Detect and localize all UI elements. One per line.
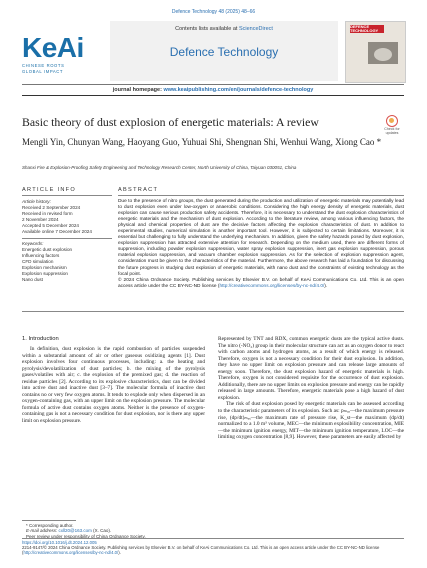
history-item: 2 November 2024 [22,217,59,222]
homepage-prefix: journal homepage: [112,87,164,93]
homepage-line [22,87,404,93]
divider [22,311,404,312]
keyword-item: Explosion mechanism [22,265,67,270]
body-column-left [22,346,205,425]
logo-subtitle-2: GLOBAL IMPACT [22,69,64,74]
footer-license-text: 2214-9147/© 2024 China Ordnance Society. Publishing services by Elsevier B.V. on behalf of KeAi Communications Co. Ltd. This is an open access article under the CC BY-NC-ND license ( [22,545,380,556]
affiliation: Shanxi Fire & Explosion-Proofing Safety Engineering and Technology Research Center, North University of China, Taiyuan 030051, China [22,165,297,170]
abstract-heading: ABSTRACT [118,187,159,193]
journal-title[interactable]: Defence Technology [169,45,279,59]
article-title: Basic theory of dust explosion of energetic materials: A review [22,115,319,129]
page-footer [22,540,404,556]
history-item: Accepted 5 December 2024 [22,223,79,228]
footnote-divider [22,520,76,521]
copyright-text: © 2024 China Ordnance Society. Publishing services by Elsevier B.V. on behalf of KeAi Communications Co. Ltd. This is an open access article under the CC BY-NC-ND license ( [118,277,404,289]
history-item: Available online 7 December 2024 [22,229,92,234]
author-list[interactable]: Mengli Yin, Chunyan Wang, Haoyang Guo, Yuhuai Shi, Shengnan Shi, Wenhui Wang, Xiong Cao * [22,137,382,147]
footer-license-end: ). [118,550,121,556]
footer-license-link[interactable]: http://creativecommons.org/licenses/by-nc-nd/4.0/ [23,550,119,556]
homepage-link[interactable]: www.keaipublishing.com/en/journals/defence-technology [163,87,314,93]
updates-icon [386,115,398,127]
keywords [22,241,114,283]
doi-link[interactable]: https://doi.org/10.1016/j.dt.2024.12.005 [22,540,97,545]
keywords-heading: Keywords: [22,241,44,246]
peer-review-note: Peer review under responsibility of China Ordnance Society. [26,533,146,539]
keyword-item: Nano dust [22,277,43,282]
history-item: Received in revised form [22,211,73,216]
history-item: Received 2 September 2024 [22,205,81,210]
copyright-end: ). [324,283,328,289]
cover-title: DEFENCE TECHNOLOGY [350,24,379,33]
corresponding-label: * Corresponding author. [26,523,74,528]
abstract-body [118,199,404,290]
abstract-paragraph: Due to the presence of nitro groups, the dust generated during the production and utilization of energetic materials may potentially lead to dust explosion even under low-oxygen or anaerobic conditions. Considering the high energy density of energetic materials, dust explosion can cause serious production safety accidents. Therefore, it is necessary to understand the dust explosion characteristics of energetic materials and the mechanism of dust explosion. According to the literature review, among various influencing factors, the physical and chemical properties of dust are the decisive factors affecting the explosion characteristics of dust. In addition to experimental studies, numerical simulation is another important tool. However, it is subjected to certain limitations. Moreover, it is essential but challenging to fully understand the underlying mechanism. In addition, given the safety hazards posed by dust explosion, explosion suppression has attracted extensive attention for research. Depending on the medium used, there are different forms of suppression, including powder explosion suppression, water spray explosion suppression, inert gas explosion suppression, porous material explosion suppression, and vacuum chamber explosion suppression. As for the selection of explosion suppression agent, consideration must be given to the characteristics of the material. Furthermore, the above research has laid a foundation for discussing the future progress in studying dust explosion of energetic materials, with nano dust and the constraints of existing technology as the focal point. [118,199,404,277]
publisher-logo[interactable] [22,34,92,78]
body-paragraph: Represented by TNT and RDX, common energetic dusts are the typical active dusts. The nitro (-NO₂) group in their molecular structure can act as an oxygen donor to react with carbon atoms and hydrogen atoms, as a result of which energy is released. Therefore, oxygen is not a necessary condition for their dust explosion. In addition, they have no upper limit on explosion pressure and can release large amounts of energy soon. Therefore, the dust explosion hazard of energetic materials is high. Therefore, oxygen is not considered requisite for the occurrence of dust explosion. Additionally, there are no upper limits on explosion pressure and energy can be rapidly released in large amounts. Therefore, energetic materials pose a high hazard of dust explosion. [218,336,404,401]
body-paragraph: In definition, dust explosion is the rapid combustion of particles suspended within a substantial amount of air or other gaseous oxidizing agents [1]. Dust explosion involves four continuous processes, including: a. the heating and pyrolysis/devolatilization of dust particles; b. the mixing of the pyrolysis gases/volatiles with air; c. the explosion of the premixed gas; d. the reaction of residue particles [2]. According to its explosive characteristics, dust can be divided into active dust and inactive dust [3–7]. The molecular formula of inactive dust contains no or very few oxygen atoms. It tends to explode only when dispersed in an oxygen-containing gas, with an upper limit on the explosion pressure. The molecular formula of active dust contains oxygen atoms. Neither is the presence of oxygen-containing gas is not a necessary condition for dust explosion, nor is there any upper limit on explosion pressure. [22,346,205,425]
logo-text: KeAi [22,32,84,63]
divider [22,238,112,239]
email-suffix: (X. Cao). [91,528,112,534]
cover-artwork-detail [374,48,392,61]
keyword-item: Energetic dust explosion [22,247,73,252]
divider [22,195,112,196]
section-heading-introduction: 1. Introduction [22,336,59,342]
logo-subtitle-1: CHINESE ROOTS [22,63,65,68]
email-link[interactable]: cxll20@163.com [58,528,92,534]
journal-header [110,21,338,81]
journal-cover-image[interactable] [345,21,406,83]
license-link[interactable]: http://creativecommons.org/licenses/by-nc-nd/4.0/ [219,283,325,289]
sciencedirect-link[interactable]: ScienceDirect [238,26,273,32]
keyword-item: Explosion suppression [22,271,68,276]
keyword-item: Influencing factors [22,253,60,258]
history-heading: Article history: [22,199,51,204]
corresponding-author-footnote [22,523,205,539]
article-info-heading: ARTICLE INFO [22,187,77,193]
keyword-item: CFD simulation [22,259,54,264]
updates-label: Check for updates [384,127,400,135]
footer-license-line [22,545,404,555]
body-column-right [218,336,404,441]
homepage-bar [22,84,404,96]
contents-line [110,26,338,32]
check-for-updates-button[interactable] [380,115,404,137]
article-history [22,199,114,235]
contents-prefix: Contents lists available at [175,26,239,32]
footer-divider [22,538,404,539]
divider [118,195,404,196]
body-paragraph: The risk of dust explosion posed by energetic materials can be assessed according to the characteristic parameters of its explosion. Such as: pₘₐₓ—the maximum pressure rise, (dp/dt)ₘₐₓ—the maximum rate of pressure rise, K_st—the maximum (dp/dt) normalized to a 1.0 m³ volume, MEC—the minimum explosibility concentration, MIE—the minimum ignition energy, MIT—the minimum ignition temperature, LOC—the limiting oxygen concentration [8,9]. However, these parameters are easily affected by [218,401,404,441]
email-prefix: E-mail address: [26,528,59,534]
journal-citation[interactable]: Defence Technology 48 (2025) 48–66 [171,9,256,15]
